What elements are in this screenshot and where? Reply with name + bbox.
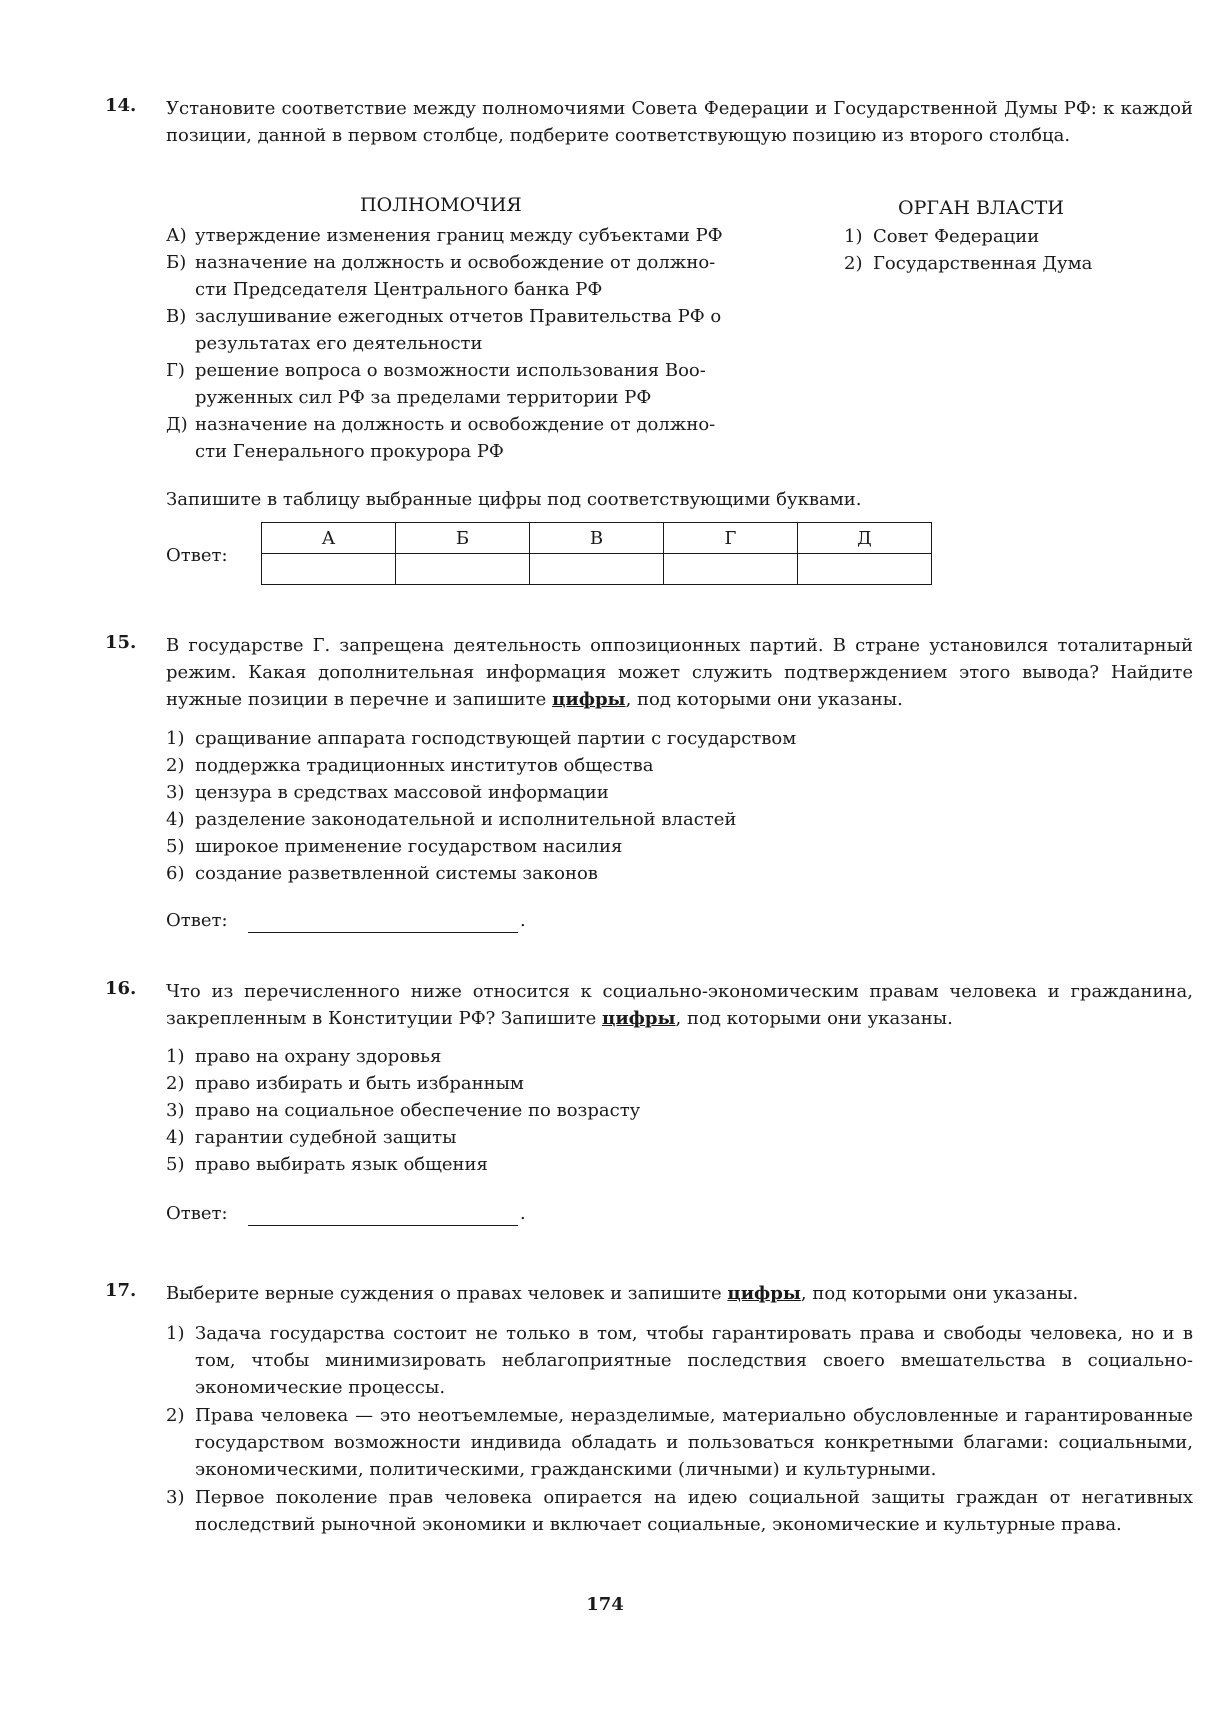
q15-item-6-label: 6) (166, 863, 185, 884)
q17-item-2-text: Права человека — это неотъемлемые, неразделимые, материально обусловленные и гарантированные государством возможности индивида обладать и пользоваться конкретными благами: социальными, экономическими, политическими, гражданскими (личными) и культурными. (195, 1405, 1193, 1480)
q15-answer-line[interactable] (248, 910, 518, 933)
q14-answer-cell-g[interactable] (664, 554, 798, 585)
q16-item-3-label: 3) (166, 1100, 185, 1121)
q15-text-before: В государстве Г. запрещена деятельность оппозиционных партий. В стране установился тоталитарный режим. Какая дополнительная информация может служить подтверждением этого вывода? Найдите нужные позиции в перечне и запишите (166, 635, 1193, 710)
q17-number: 17. (105, 1280, 137, 1301)
q15-text-after: , под которыми они указаны. (625, 689, 903, 710)
q14-header-b: Б (396, 523, 530, 554)
q14-item-a-label: А) (166, 225, 187, 246)
q15-item-2-text: поддержка традиционных институтов общества (195, 755, 654, 776)
q14-header-d: Д (798, 523, 932, 554)
q16-text-bold: цифры (602, 1008, 676, 1029)
q16-text-after: , под которыми они указаны. (675, 1008, 953, 1029)
q17-text-bold: цифры (727, 1283, 801, 1304)
q16-number: 16. (105, 978, 137, 999)
q15-item-3-label: 3) (166, 782, 185, 803)
q14-answer-cell-d[interactable] (798, 554, 932, 585)
q16-answer-label: Ответ: (166, 1203, 228, 1224)
q15-item-2-label: 2) (166, 755, 185, 776)
q16-item-2-label: 2) (166, 1073, 185, 1094)
q16-item-4-label: 4) (166, 1127, 185, 1148)
q15-text (166, 632, 1193, 713)
q15-text-bold: цифры (552, 689, 626, 710)
q17-text-before: Выберите верные суждения о правах человек и запишите (166, 1283, 728, 1304)
q17-item-3 (166, 1484, 1193, 1538)
q14-header-g: Г (664, 523, 798, 554)
q14-header-a: А (262, 523, 396, 554)
q14-instruction: Запишите в таблицу выбранные цифры под соответствующими буквами. (166, 489, 862, 510)
q14-organ-1-text: Совет Федерации (873, 226, 1040, 247)
q14-item-b-line2: сти Председателя Центрального банка РФ (195, 279, 603, 300)
q16-text-before: Что из перечисленного ниже относится к социально-экономическим правам человека и гражданина, закрепленным в Конституции РФ? Запишите (166, 981, 1193, 1029)
q14-item-d-line2: сти Генерального прокурора РФ (195, 441, 504, 462)
q16-item-4-text: гарантии судебной защиты (195, 1127, 457, 1148)
q17-item-2 (166, 1402, 1193, 1483)
q14-answer-cell-a[interactable] (262, 554, 396, 585)
q14-organ-2-label: 2) (844, 253, 863, 274)
q16-text (166, 978, 1193, 1032)
q15-item-4-text: разделение законодательной и исполнительной властей (195, 809, 737, 830)
q16-item-1-label: 1) (166, 1046, 185, 1067)
q14-item-d-line1: назначение на должность и освобождение от должно- (195, 414, 716, 435)
q15-answer-label: Ответ: (166, 910, 228, 931)
q16-item-3-text: право на социальное обеспечение по возрасту (195, 1100, 641, 1121)
q15-item-5-label: 5) (166, 836, 185, 857)
q17-item-3-label: 3) (166, 1487, 185, 1508)
q15-item-5-text: широкое применение государством насилия (195, 836, 623, 857)
q17-item-1 (166, 1320, 1193, 1401)
q17-item-2-label: 2) (166, 1405, 185, 1426)
q16-item-5-label: 5) (166, 1154, 185, 1175)
q16-item-2-text: право избирать и быть избранным (195, 1073, 524, 1094)
q14-organ-2-text: Государственная Дума (873, 253, 1093, 274)
q14-answer-cell-v[interactable] (530, 554, 664, 585)
q14-item-g-label: Г) (166, 360, 185, 381)
q17-item-1-label: 1) (166, 1323, 185, 1344)
q15-item-3-text: цензура в средствах массовой информации (195, 782, 609, 803)
q14-answer-label: Ответ: (166, 545, 228, 566)
q14-text: Установите соответствие между полномочиями Совета Федерации и Государственной Думы РФ: к каждой позиции, данной в первом столбце, подберите соответствующую позицию из второго столбца. (166, 98, 1193, 146)
q17-text (166, 1280, 1193, 1307)
q14-item-b-label: Б) (166, 252, 187, 273)
q15-item-6-text: создание разветвленной системы законов (195, 863, 598, 884)
q14-organ-1-label: 1) (844, 226, 863, 247)
q14-item-v-line1: заслушивание ежегодных отчетов Правительства РФ о (195, 306, 722, 327)
q15-number: 15. (105, 632, 137, 653)
q16-answer-end: . (520, 1203, 526, 1224)
q14-item-b-line1: назначение на должность и освобождение от должно- (195, 252, 716, 273)
q14-header-v: В (530, 523, 664, 554)
q17-item-3-text: Первое поколение прав человека опирается на идею социальной защиты граждан от негативных последствий рыночной экономики и включает социальные, экономические и культурные права. (195, 1487, 1193, 1535)
q15-item-1-label: 1) (166, 728, 185, 749)
q14-answer-header-row (262, 523, 932, 554)
q15-item-4-label: 4) (166, 809, 185, 830)
q14-left-heading: ПОЛНОМОЧИЯ (360, 194, 522, 216)
q14-item-g-line2: руженных сил РФ за пределами территории РФ (195, 387, 652, 408)
q16-item-5-text: право выбирать язык общения (195, 1154, 488, 1175)
q14-item-g-line1: решение вопроса о возможности использования Воо- (195, 360, 706, 381)
q17-item-1-text: Задача государства состоит не только в том, чтобы гарантировать права и свободы человека, но и в том, чтобы минимизировать неблагоприятные последствия своего вмешательства в социально-экономические процессы. (195, 1323, 1193, 1398)
q15-item-1-text: сращивание аппарата господствующей партии с государством (195, 728, 797, 749)
q14-item-a-line1: утверждение изменения границ между субъектами РФ (195, 225, 723, 246)
q14-answer-cell-b[interactable] (396, 554, 530, 585)
q17-text-after: , под которыми они указаны. (800, 1283, 1079, 1304)
q14-item-v-line2: результатах его деятельности (195, 333, 483, 354)
q14-number: 14. (105, 95, 137, 116)
q14-item-v-label: В) (166, 306, 187, 327)
q16-answer-line[interactable] (248, 1203, 518, 1226)
q15-answer-end: . (520, 910, 526, 931)
q14-right-heading: ОРГАН ВЛАСТИ (898, 197, 1064, 219)
q14-answer-table (261, 522, 932, 585)
q14-item-d-label: Д) (166, 414, 188, 435)
q16-item-1-text: право на охрану здоровья (195, 1046, 442, 1067)
q14-answer-input-row (262, 554, 932, 585)
page-number: 174 (586, 1594, 624, 1615)
